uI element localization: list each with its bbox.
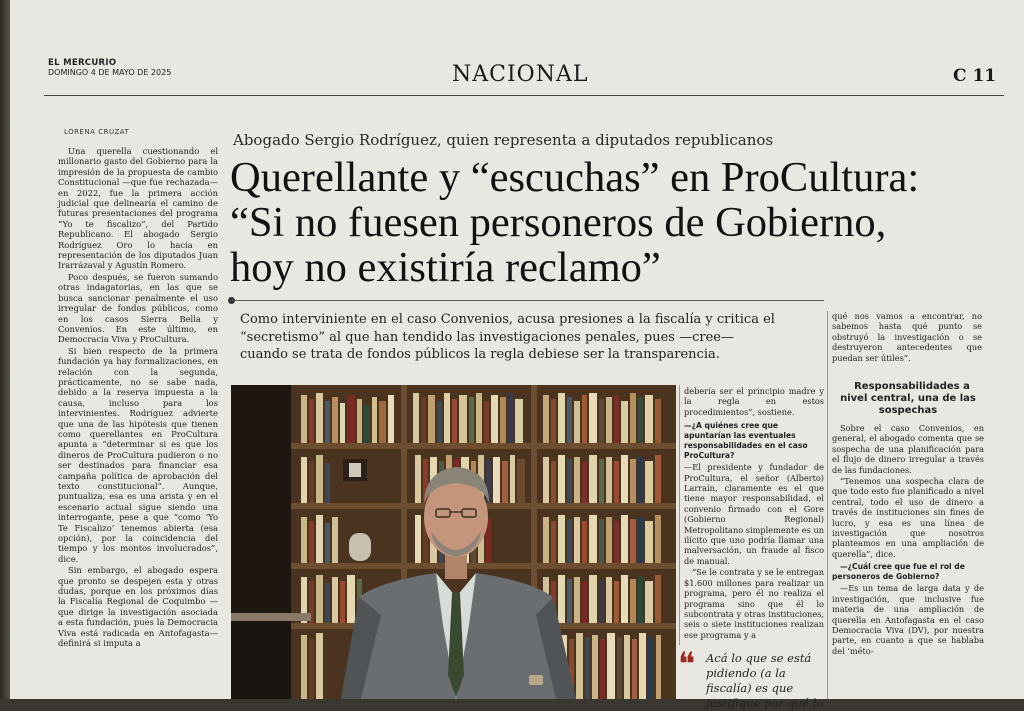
interview-answer: —El presidente y fundador de ProCultura, el señor (Alberto) Larraín, claramente es el que tiene mayor responsabilidad, el convenio firmado con el Gore (Gobierno Regional) Metropolitano simplemente es un ilícito que uno podría llamar una malversación, un fraude al fisco de manual. — [684, 462, 824, 566]
interview-question: —¿A quiénes cree que apuntarían las eventuales responsabilidades en el caso ProCultura? — [684, 421, 808, 461]
header-rule — [44, 95, 1004, 96]
column-separator — [679, 385, 680, 645]
author-byline: LORENA CRUZAT — [64, 128, 130, 136]
page-edge-shadow — [0, 0, 10, 699]
paragraph: debería ser el principio madre y la regla en estos procedimientos”, sostiene. — [684, 386, 824, 417]
section-subhead: Responsabilidades a nivel central, una de las sospechas — [840, 381, 976, 416]
paragraph: Poco después, se fueron sumando otras indagatorias, en las que se busca sancionar penalmente el uso irregular de fondos públicos, como en los casos Sierra Bella y Convenios. En este último, en Democracia Viva y ProCultura. — [58, 271, 218, 345]
article-column-right — [832, 381, 984, 657]
headline-kicker: Abogado Sergio Rodríguez, quien representa a diputados republicanos — [233, 131, 774, 149]
column-separator — [827, 311, 828, 699]
deck-line: “secretismo” al que han tendido las investigaciones penales, pues —cree— — [240, 329, 734, 345]
photo-illustration — [231, 385, 676, 699]
headline-line: Querellante y “escuchas” en ProCultura: — [230, 154, 920, 201]
headline — [230, 155, 990, 290]
issue-date: DOMINGO 4 DE MAYO DE 2025 — [48, 68, 172, 77]
paragraph: qué nos vamos a encontrar, no sabemos hasta qué punto se obstruyó la investigación o se destruyeron antecedentes que puedan ser útiles”. — [832, 311, 982, 363]
section-title: NACIONAL — [452, 62, 589, 87]
interview-question: —¿Cuál cree que fue el rol de personeros de Gobierno? — [832, 562, 965, 582]
headline-line: “Si no fuesen personeros de Gobierno, — [230, 199, 887, 246]
quote-mark-icon: ❝ — [678, 645, 696, 683]
article-column-right-top — [832, 311, 982, 364]
headline-line: hoy no existiría reclamo” — [230, 244, 661, 291]
paragraph: Sobre el caso Convenios, en general, el abogado comenta que se sospecha de una planificación para el flujo de dinero irregular a través de las fundaciones. — [832, 423, 984, 475]
portrait-photo — [231, 385, 676, 699]
pull-quote-text: Acá lo que se está pidiendo (a la fiscalía) es que justifique por qué lo — [706, 651, 824, 710]
paragraph: “Se le contrata y se le entregan $1.600 millones para realizar un programa, pero él no realiza el programa sino que él lo subcontrata y otras instituciones, seis o siete instituciones realizan ese programa y a — [684, 567, 824, 640]
deck-rule — [232, 300, 824, 301]
paragraph: Una querella cuestionando el millonario gasto del Gobierno para la impresión de la propuesta de cambio Constitucional —que fue rechazada— en 2022, fue la primera acción judicial que delinearía el camino de futuras presentaciones del programa “Yo te fiscalizo”, del Partido Republicano. El abogado Sergio Rodríguez Oro lo hacía en representación de los diputados Juan Irarrázaval y Agustín Romero. — [58, 146, 218, 271]
paragraph: “Tenemos una sospecha clara de que todo esto fue planificado a nivel central, todo el uso de dinero a través de instituciones sin fines de lucro, y esa es una línea de investigación que nosotros planteamos en una ampliación de querella”, dice. — [832, 476, 984, 559]
page-number: C 11 — [953, 66, 997, 86]
interview-answer: —Es un tema de larga data y de investigación, que inclusive fue materia de una ampliación de querella en Antofagasta en el caso Democracia Viva (DV), por nuestra parte, en cuanto a que se hablaba del ‘méto- — [832, 583, 984, 656]
deck-summary — [240, 311, 820, 364]
deck-line: cuando se trata de fondos públicos la regla debiese ser la transparencia. — [240, 347, 720, 362]
pull-quote — [678, 645, 830, 711]
paragraph: Si bien respecto de la primera fundación ya hay formalizaciones, en relación con la segunda, prácticamente, no se sabe nada, debido a la reserva impuesta a la causa, incluso para los intervinientes. Rodríguez advierte que una de las hipótesis que tienen como querellantes en ProCultura apunta a “determinar si es que los dineros de ProCultura pudieron o no ser destinados para financiar esa campaña política de aprobación del texto constitucional”. Aunque, puntualiza, esa es una arista y en el escenario actual sigue siendo una interrogante, pese a que “como ‘Yo Te Fiscalizo’ tenemos abierta (esa opción), por la coincidencia del tiempo y los montos involucrados”, dice. — [58, 345, 218, 564]
article-column-1 — [58, 146, 218, 650]
masthead — [48, 58, 171, 78]
paper-name: EL MERCURIO — [48, 58, 117, 68]
article-column-middle — [684, 386, 824, 641]
paragraph: Sin embargo, el abogado espera que pronto se despejen esta y otras dudas, porque en los próximos días la Fiscalía Regional de Coquimbo —que dirige la investigación asociada a esta fundación, pues la Democracia Viva está radicada en Antofagasta— definirá si imputa a — [58, 565, 218, 649]
deck-line: Como interviniente en el caso Convenios, acusa presiones a la fiscalía y critica el — [240, 312, 775, 327]
